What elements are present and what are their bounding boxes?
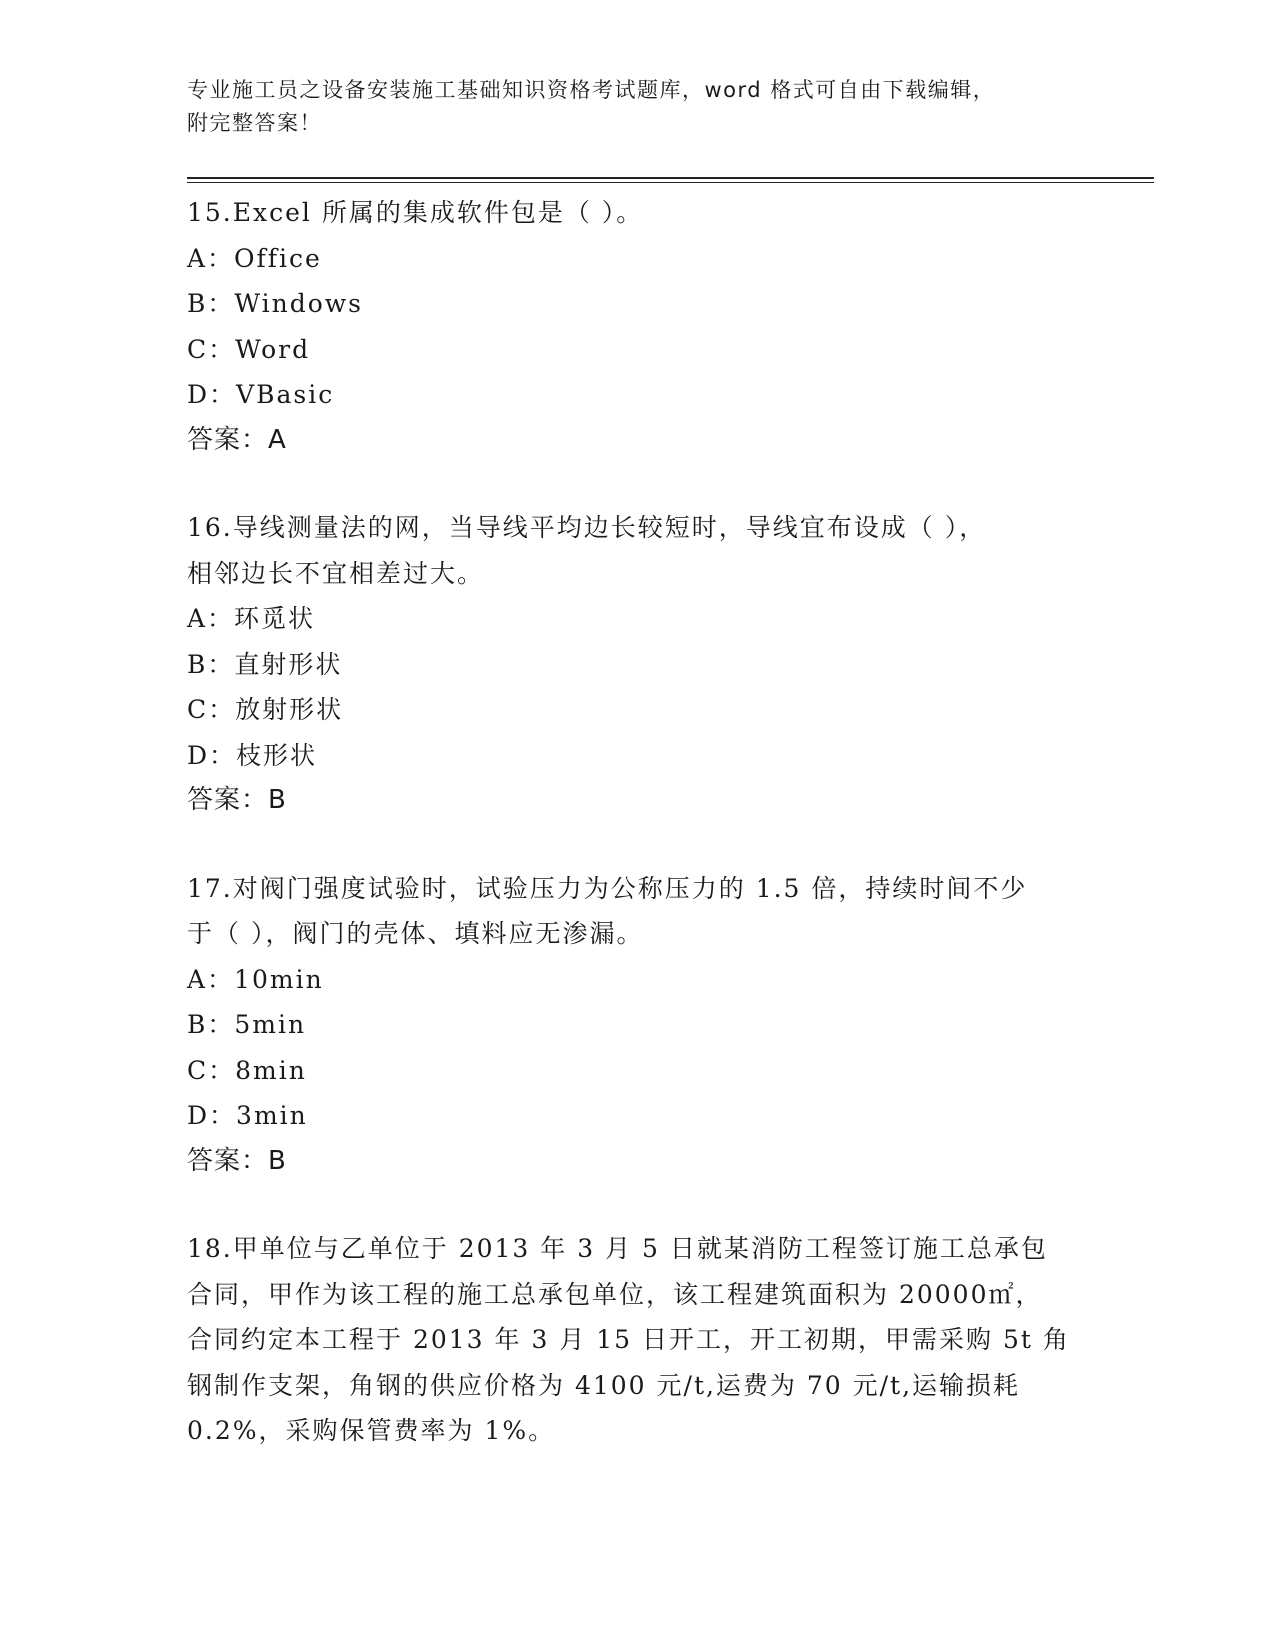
question-stem: 16.导线测量法的网，当导线平均边长较短时，导线宜布设成（ ）， xyxy=(187,513,987,542)
answer-text: 答案：B xyxy=(187,785,287,815)
question-stem-continued: 相邻边长不宜相差过大。 xyxy=(187,558,485,588)
answer-text: 答案：A xyxy=(187,424,287,455)
option-a: A：环觅状 xyxy=(187,604,316,633)
question-17 xyxy=(187,866,1087,1185)
option-d: D：枝形状 xyxy=(187,740,318,770)
option-d: D：3min xyxy=(187,1101,308,1130)
header-divider-thin xyxy=(187,182,1154,183)
option-c: C：8min xyxy=(187,1055,307,1085)
question-stem-continued: 合同约定本工程于 2013 年 3 月 15 日开工，开工初期，甲需采购 5t 角 xyxy=(187,1325,1070,1354)
answer-text: 答案：B xyxy=(187,1145,287,1176)
option-c: C：放射形状 xyxy=(187,695,344,724)
option-b: B：Windows xyxy=(187,289,364,318)
document-header xyxy=(187,74,1067,140)
question-16 xyxy=(187,505,1087,824)
header-divider-thick xyxy=(187,177,1154,179)
header-line-1: 专业施工员之设备安装施工基础知识资格考试题库，word 格式可自由下载编辑， xyxy=(187,78,996,102)
question-stem-continued: 合同，甲作为该工程的施工总承包单位，该工程建筑面积为 20000㎡， xyxy=(187,1279,1043,1309)
question-stem-continued: 钢制作支架，角钢的供应价格为 4100 元/t,运费为 70 元/t,运输损耗 xyxy=(187,1370,1021,1400)
question-stem-continued: 0.2%，采购保管费率为 1%。 xyxy=(187,1416,556,1445)
option-b: B：5min xyxy=(187,1010,307,1039)
option-a: A：10min xyxy=(187,964,324,994)
question-list xyxy=(187,190,1087,1496)
option-d: D：VBasic xyxy=(187,380,335,409)
question-18 xyxy=(187,1226,1087,1454)
question-stem-continued: 于（ ），阀门的壳体、填料应无渗漏。 xyxy=(187,919,644,948)
header-line-2: 附完整答案！ xyxy=(187,111,322,135)
question-15 xyxy=(187,190,1087,463)
question-stem: 15.Excel 所属的集成软件包是（ ）。 xyxy=(187,198,644,227)
question-stem: 18.甲单位与乙单位于 2013 年 3 月 5 日就某消防工程签订施工总承包 xyxy=(187,1234,1048,1263)
option-a: A：Office xyxy=(187,243,322,273)
question-stem: 17.对阀门强度试验时，试验压力为公称压力的 1.5 倍，持续时间不少 xyxy=(187,873,1028,903)
option-b: B：直射形状 xyxy=(187,649,343,679)
option-c: C：Word xyxy=(187,334,311,364)
